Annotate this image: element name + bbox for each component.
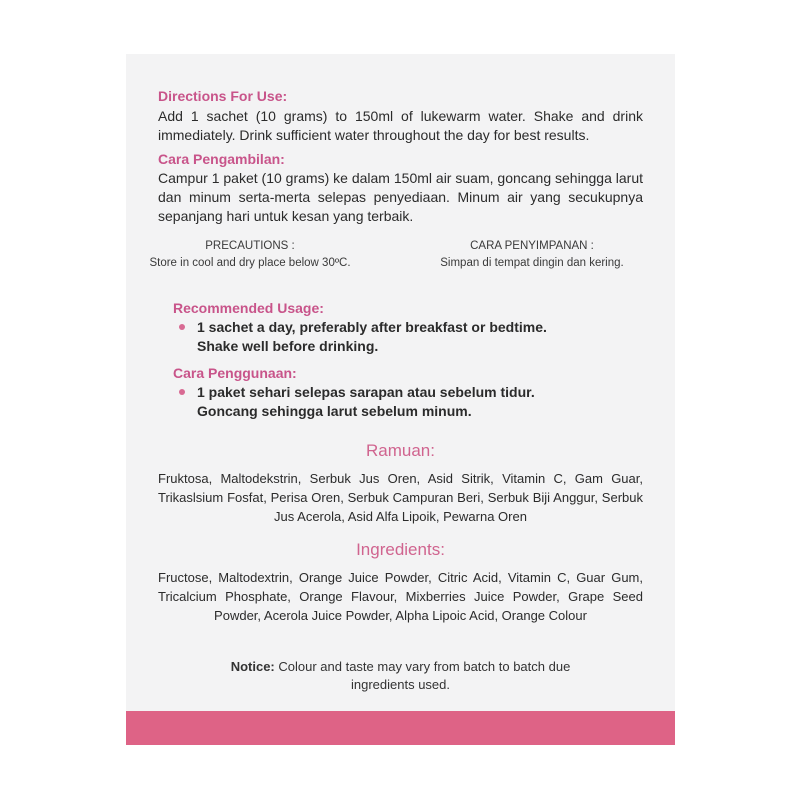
precautions-text: Store in cool and dry place below 30ºC. <box>149 257 351 269</box>
bullet-icon <box>179 324 185 330</box>
footer-color-bar <box>126 711 675 745</box>
notice <box>226 658 575 694</box>
directions-heading: Directions For Use: <box>158 88 288 104</box>
ramuan-text: Fruktosa, Maltodekstrin, Serbuk Jus Oren, Asid Sitrik, Vitamin C, Gam Guar, Trikaslsium Fosfat, Perisa Oren, Serbuk Campuran Beri, Serbuk Biji Anggur, Serbuk Jus Acerola, Asid Alfa Lipoik, Pewarna Oren <box>158 471 643 524</box>
cara-penggunaan-heading: Cara Penggunaan: <box>173 365 297 381</box>
recommended-usage-heading: Recommended Usage: <box>173 300 324 316</box>
penyimpanan-title: CARA PENYIMPANAN : <box>470 240 594 252</box>
ingredients-title: Ingredients: <box>356 540 445 559</box>
notice-text: Colour and taste may vary from batch to batch due ingredients used. <box>278 659 571 692</box>
penyimpanan-text: Simpan di tempat dingin dan kering. <box>440 257 624 269</box>
ingredients-text: Fructose, Maltodextrin, Orange Juice Powder, Citric Acid, Vitamin C, Guar Gum, Tricalcium Phosphate, Orange Flavour, Mixberries Juice Powder, Grape Seed Powder, Acerola Juice Powder, Alpha Lipoic Acid, Orange Colour <box>158 570 643 623</box>
penyimpanan-block <box>420 238 644 272</box>
ramuan-title: Ramuan: <box>366 441 435 460</box>
precautions-block <box>138 238 362 272</box>
notice-label: Notice: <box>230 659 275 674</box>
label-panel <box>126 54 675 745</box>
directions-text: Add 1 sachet (10 grams) to 150ml of lukewarm water. Shake and drink immediately. Drink sufficient water throughout the day for best results. <box>158 108 643 143</box>
recommended-usage-line2: Shake well before drinking. <box>197 338 379 354</box>
cara-penggunaan-line1: 1 paket sehari selepas sarapan atau sebelum tidur. <box>197 384 535 400</box>
cara-pengambilan-heading: Cara Pengambilan: <box>158 151 285 167</box>
precautions-title: PRECAUTIONS : <box>205 240 295 252</box>
bullet-icon <box>179 389 185 395</box>
cara-pengambilan-text: Campur 1 paket (10 grams) ke dalam 150ml air suam, goncang sehingga larut dan minum serta-merta selepas penyediaan. Minum air yang secukupnya sepanjang hari untuk kesan yang terbaik. <box>158 170 643 224</box>
cara-penggunaan-line2: Goncang sehingga larut sebelum minum. <box>197 403 472 419</box>
recommended-usage-line1: 1 sachet a day, preferably after breakfast or bedtime. <box>197 319 547 335</box>
